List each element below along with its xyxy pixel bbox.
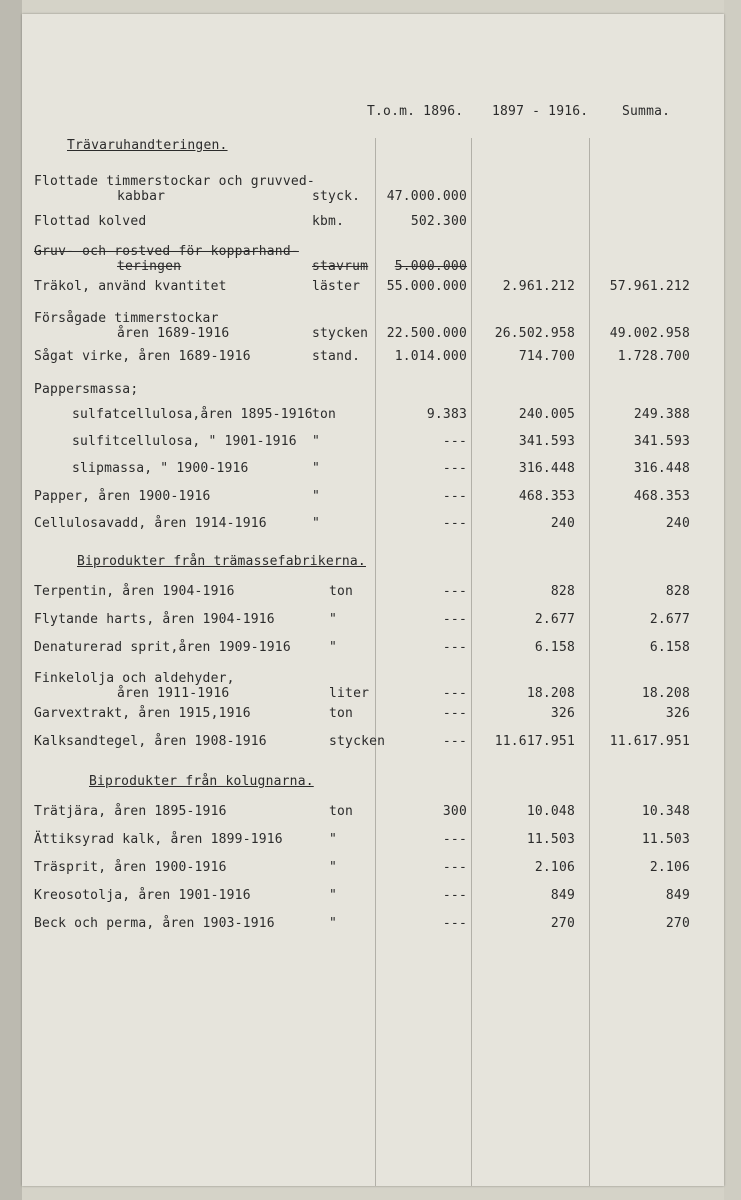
row-label: Träkol, använd kvantitet bbox=[34, 279, 227, 294]
value-1897-1916: 2.677 bbox=[534, 612, 575, 627]
value-summa: 11.617.951 bbox=[609, 734, 690, 749]
value-1896: 55.000.000 bbox=[386, 279, 467, 294]
row-label: Kalksandtegel, åren 1908-1916 bbox=[34, 734, 267, 749]
left-margin-strip bbox=[0, 0, 22, 1200]
value-summa: 240 bbox=[665, 516, 690, 531]
value-1897-1916: 2.106 bbox=[534, 860, 575, 875]
row-label: Beck och perma, åren 1903-1916 bbox=[34, 916, 275, 931]
value-1896: --- bbox=[442, 888, 467, 903]
value-1896: --- bbox=[442, 461, 467, 476]
row-unit: liter bbox=[329, 686, 370, 701]
value-1896: 300 bbox=[442, 804, 467, 819]
row-label: Trätjära, åren 1895-1916 bbox=[34, 804, 227, 819]
value-summa: 341.593 bbox=[633, 434, 690, 449]
row-unit: " bbox=[329, 640, 338, 655]
row-label-cont: åren 1911-1916 bbox=[117, 686, 230, 701]
value-1897-1916: 468.353 bbox=[518, 489, 575, 504]
value-1897-1916: 341.593 bbox=[518, 434, 575, 449]
column-rule-1 bbox=[375, 138, 376, 1186]
value-1897-1916: 10.048 bbox=[526, 804, 575, 819]
value-1896: --- bbox=[442, 516, 467, 531]
value-1896: 47.000.000 bbox=[386, 189, 467, 204]
value-summa: 49.002.958 bbox=[609, 326, 690, 341]
value-1897-1916: 26.502.958 bbox=[494, 326, 575, 341]
value-1896: --- bbox=[442, 686, 467, 701]
row-label-cont: åren 1689-1916 bbox=[117, 326, 230, 341]
value-summa: 316.448 bbox=[633, 461, 690, 476]
row-label: Finkelolja och aldehyder, bbox=[34, 671, 235, 686]
right-margin-strip bbox=[724, 0, 741, 1200]
section-title: Biprodukter från trämassefabrikerna. bbox=[77, 554, 366, 569]
header-col-1896: T.o.m. 1896. bbox=[367, 104, 464, 119]
value-1897-1916: 11.503 bbox=[526, 832, 575, 847]
row-unit: " bbox=[329, 832, 338, 847]
value-summa: 828 bbox=[665, 584, 690, 599]
value-summa: 1.728.700 bbox=[617, 349, 690, 364]
value-summa: 326 bbox=[665, 706, 690, 721]
row-label: Sågat virke, åren 1689-1916 bbox=[34, 349, 251, 364]
row-label: Denaturerad sprit,åren 1909-1916 bbox=[34, 640, 291, 655]
value-1897-1916: 714.700 bbox=[518, 349, 575, 364]
value-1896: 9.383 bbox=[426, 407, 467, 422]
value-1897-1916: 240.005 bbox=[518, 407, 575, 422]
header-col-summa: Summa. bbox=[622, 104, 671, 119]
value-1896: --- bbox=[442, 860, 467, 875]
value-summa: 6.158 bbox=[649, 640, 690, 655]
document-page bbox=[22, 14, 724, 1186]
value-summa: 18.208 bbox=[641, 686, 690, 701]
value-summa: 249.388 bbox=[633, 407, 690, 422]
value-1897-1916: 849 bbox=[550, 888, 575, 903]
row-label: Flytande harts, åren 1904-1916 bbox=[34, 612, 275, 627]
value-1897-1916: 18.208 bbox=[526, 686, 575, 701]
value-summa: 468.353 bbox=[633, 489, 690, 504]
value-summa: 10.348 bbox=[641, 804, 690, 819]
section-title: Biprodukter från kolugnarna. bbox=[89, 774, 314, 789]
row-unit: " bbox=[329, 612, 338, 627]
row-unit: " bbox=[329, 888, 338, 903]
value-1897-1916: 270 bbox=[550, 916, 575, 931]
value-1896: 5.000.000 bbox=[394, 259, 467, 274]
row-label: slipmassa, " 1900-1916 bbox=[72, 461, 249, 476]
value-summa: 11.503 bbox=[641, 832, 690, 847]
row-label: sulfatcellulosa,åren 1895-1916 bbox=[72, 407, 313, 422]
row-unit: " bbox=[312, 516, 321, 531]
value-1896: --- bbox=[442, 916, 467, 931]
value-1897-1916: 6.158 bbox=[534, 640, 575, 655]
value-summa: 57.961.212 bbox=[609, 279, 690, 294]
row-unit: " bbox=[312, 489, 321, 504]
row-unit: " bbox=[312, 434, 321, 449]
row-unit: stand. bbox=[312, 349, 361, 364]
row-label: Cellulosavadd, åren 1914-1916 bbox=[34, 516, 267, 531]
row-unit: " bbox=[312, 461, 321, 476]
value-1896: 502.300 bbox=[410, 214, 467, 229]
value-1896: 22.500.000 bbox=[386, 326, 467, 341]
row-label-cont: teringen bbox=[117, 259, 182, 274]
value-summa: 2.106 bbox=[649, 860, 690, 875]
row-label: Kreosotolja, åren 1901-1916 bbox=[34, 888, 251, 903]
value-1897-1916: 2.961.212 bbox=[502, 279, 575, 294]
row-unit: styck. bbox=[312, 189, 361, 204]
row-label: Garvextrakt, åren 1915,1916 bbox=[34, 706, 251, 721]
value-1897-1916: 326 bbox=[550, 706, 575, 721]
row-label: Försågade timmerstockar bbox=[34, 311, 219, 326]
header-col-1897-1916: 1897 - 1916. bbox=[492, 104, 589, 119]
value-summa: 2.677 bbox=[649, 612, 690, 627]
row-unit: ton bbox=[329, 584, 354, 599]
value-1897-1916: 11.617.951 bbox=[494, 734, 575, 749]
value-1896: --- bbox=[442, 734, 467, 749]
row-label: Flottade timmerstockar och gruvved- bbox=[34, 174, 315, 189]
row-label: Terpentin, åren 1904-1916 bbox=[34, 584, 235, 599]
value-1896: --- bbox=[442, 584, 467, 599]
column-rule-2 bbox=[471, 138, 472, 1186]
row-label: Träsprit, åren 1900-1916 bbox=[34, 860, 227, 875]
row-label: Flottad kolved bbox=[34, 214, 147, 229]
value-summa: 270 bbox=[665, 916, 690, 931]
value-1896: --- bbox=[442, 489, 467, 504]
value-1896: 1.014.000 bbox=[394, 349, 467, 364]
row-unit: kbm. bbox=[312, 214, 345, 229]
value-1896: --- bbox=[442, 706, 467, 721]
row-unit: ton bbox=[329, 804, 354, 819]
row-unit: läster bbox=[312, 279, 361, 294]
row-label-cont: kabbar bbox=[117, 189, 166, 204]
row-label: Papper, åren 1900-1916 bbox=[34, 489, 211, 504]
row-unit: stavrum bbox=[312, 259, 369, 274]
value-1897-1916: 828 bbox=[550, 584, 575, 599]
column-rule-3 bbox=[589, 138, 590, 1186]
row-unit: " bbox=[329, 916, 338, 931]
row-label: Gruv- och rostved för kopparhand- bbox=[34, 244, 299, 259]
section-title: Trävaruhandteringen. bbox=[67, 138, 228, 153]
value-1897-1916: 240 bbox=[550, 516, 575, 531]
value-1896: --- bbox=[442, 832, 467, 847]
row-label: Pappersmassa; bbox=[34, 382, 139, 397]
value-1896: --- bbox=[442, 640, 467, 655]
value-1896: --- bbox=[442, 434, 467, 449]
row-unit: stycken bbox=[329, 734, 386, 749]
value-summa: 849 bbox=[665, 888, 690, 903]
row-label: sulfitcellulosa, " 1901-1916 bbox=[72, 434, 297, 449]
row-unit: stycken bbox=[312, 326, 369, 341]
row-unit: ton bbox=[329, 706, 354, 721]
value-1897-1916: 316.448 bbox=[518, 461, 575, 476]
value-1896: --- bbox=[442, 612, 467, 627]
row-label: Ättiksyrad kalk, åren 1899-1916 bbox=[34, 832, 283, 847]
row-unit: " bbox=[329, 860, 338, 875]
row-unit: ton bbox=[312, 407, 337, 422]
